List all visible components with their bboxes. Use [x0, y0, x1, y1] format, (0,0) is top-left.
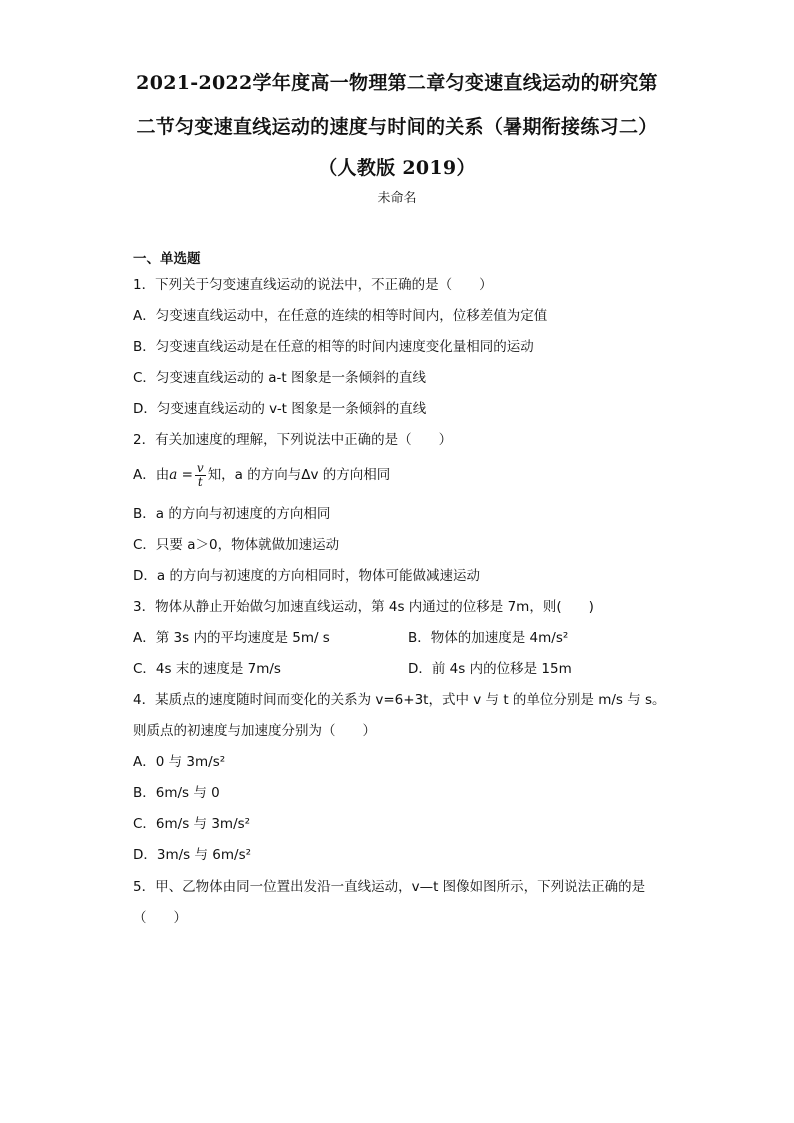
option-a-prefix: A．由 — [133, 467, 170, 483]
question-4-option-c: C．6m/s 与 3m/s² — [133, 816, 251, 832]
question-5-stem-continued: （ ） — [133, 910, 187, 926]
question-3-option-a: A．第 3s 内的平均速度是 5m/ s — [133, 630, 330, 646]
question-1-option-b: B．匀变速直线运动是在任意的相等的时间内速度变化量相同的运动 — [133, 339, 534, 355]
question-3-option-d: D．前 4s 内的位移是 15m — [408, 661, 572, 677]
question-4-option-a: A．0 与 3m/s² — [133, 754, 226, 770]
question-1-stem: 1．下列关于匀变速直线运动的说法中，不正确的是（ ） — [133, 277, 493, 293]
question-2-option-d: D．a 的方向与初速度的方向相同时，物体可能做减速运动 — [133, 568, 480, 584]
question-1-option-d: D．匀变速直线运动的 v-t 图象是一条倾斜的直线 — [133, 401, 427, 417]
question-1-option-c: C．匀变速直线运动的 a-t 图象是一条倾斜的直线 — [133, 370, 426, 386]
question-4-option-d: D．3m/s 与 6m/s² — [133, 847, 252, 863]
question-5-stem: 5．甲、乙物体由同一位置出发沿一直线运动，v—t 图像如图所示，下列说法正确的是 — [133, 879, 646, 895]
formula-lhs: a = — [169, 467, 193, 483]
question-3-option-c: C．4s 末的速度是 7m/s — [133, 661, 281, 677]
question-3-option-b: B．物体的加速度是 4m/s² — [408, 630, 569, 646]
question-4-option-b: B．6m/s 与 0 — [133, 785, 220, 801]
question-4-stem-continued: 则质点的初速度与加速度分别为（ ） — [133, 723, 376, 739]
title-line-1: 2021-2022学年度高一物理第二章匀变速直线运动的研究第 — [136, 72, 658, 94]
author-name: 未命名 — [377, 191, 417, 206]
formula-fraction — [195, 462, 206, 489]
question-4-stem: 4．某质点的速度随时间而变化的关系为 v=6+3t，式中 v 与 t 的单位分别是 m/s 与 s。 — [133, 692, 666, 708]
title-line-2: 二节匀变速直线运动的速度与时间的关系（暑期衔接练习二） — [136, 116, 658, 138]
option-a-suffix: 知，a 的方向与Δv 的方向相同 — [207, 467, 391, 483]
question-2-option-a — [133, 460, 390, 490]
fraction-denominator: t — [197, 474, 203, 489]
fraction-numerator: v — [196, 460, 204, 475]
title-line-3: （人教版 2019） — [318, 157, 476, 179]
question-2-option-b: B．a 的方向与初速度的方向相同 — [133, 506, 331, 522]
question-2-stem: 2．有关加速度的理解，下列说法中正确的是（ ） — [133, 432, 453, 448]
question-2-option-c: C．只要 a＞0，物体就做加速运动 — [133, 537, 340, 553]
question-1-option-a: A．匀变速直线运动中，在任意的连续的相等时间内，位移差值为定值 — [133, 308, 548, 324]
section-heading: 一、单选题 — [133, 251, 201, 267]
question-3-stem: 3．物体从静止开始做匀加速直线运动，第 4s 内通过的位移是 7m，则( ) — [133, 599, 594, 615]
